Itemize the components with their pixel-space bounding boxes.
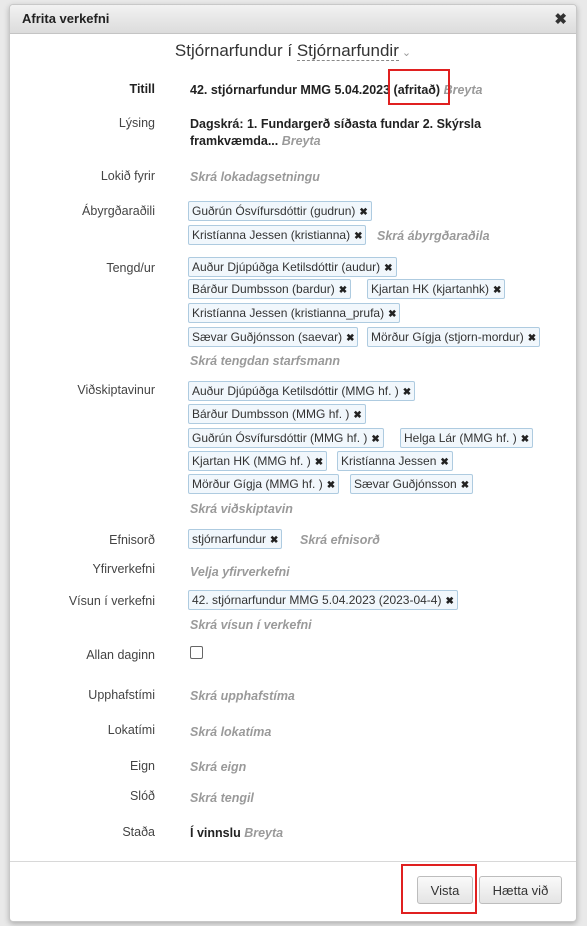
remove-tag-icon[interactable]: ✖ [384,263,393,274]
remove-tag-icon[interactable]: ✖ [326,480,336,491]
tag-related: Sævar Guðjónsson (saevar) ✖ [188,327,358,347]
field-label-slod: Slóð [129,789,155,803]
field-label-abyrgdaradili: Ábyrgðaraðili [82,204,155,218]
copy-task-dialog [9,4,577,922]
title-text: 42. stjórnarfundur MMG 5.04.2023 [190,83,391,97]
description-line2: framkvæmda... [190,134,279,148]
field-label-eign: Eign [129,759,155,773]
keyword-placeholder[interactable]: Skrá efnisorð [300,533,380,547]
remove-tag-icon[interactable]: ✖ [493,285,502,296]
dialog-heading [10,41,576,61]
edit-status-link[interactable]: Breyta [244,826,284,840]
field-label-stada: Staða [122,825,155,839]
tag-related: Auður Djúpúðga Ketilsdóttir (audur) ✖ [188,257,397,277]
tag-responsible: Guðrún Ósvífursdóttir (gudrun) ✖ [188,201,372,221]
end-time-placeholder[interactable]: Skrá lokatíma [190,725,272,739]
tag-customer: Guðrún Ósvífursdóttir (MMG hf. ) ✖ [188,428,384,448]
status-value [190,826,283,840]
remove-tag-icon[interactable]: ✖ [359,207,368,218]
task-reference-placeholder[interactable]: Skrá vísun í verkefni [190,618,312,632]
remove-tag-icon[interactable]: ✖ [527,333,537,344]
remove-tag-icon[interactable]: ✖ [338,285,348,296]
field-label-allan-daginn: Allan daginn [86,648,155,662]
tag-customer: Helga Lár (MMG hf. ) ✖ [400,428,533,448]
edit-title-link[interactable]: Breyta [443,83,483,97]
field-label-upphafstimi: Upphafstími [88,688,155,702]
tag-customer: Kjartan HK (MMG hf. ) ✖ [188,451,327,471]
tag-responsible: Kristíanna Jessen (kristianna) ✖ [188,225,366,245]
remove-tag-icon[interactable]: ✖ [354,231,363,242]
cancel-button[interactable]: Hætta við [479,876,562,904]
description-line2-wrap [190,134,321,148]
remove-tag-icon[interactable]: ✖ [346,333,355,344]
project-selector[interactable]: Stjórnarfundir [296,41,399,60]
tag-related: Kristíanna Jessen (kristianna_prufa) ✖ [188,303,400,323]
all-day-checkbox[interactable] [190,646,203,659]
remove-tag-icon[interactable]: ✖ [445,596,454,607]
remove-tag-icon[interactable]: ✖ [353,410,362,421]
tag-related: Kjartan HK (kjartanhk) ✖ [367,279,505,299]
field-label-vidskiptavinur: Viðskiptavinur [77,383,155,397]
tag-task-reference: 42. stjórnarfundur MMG 5.04.2023 (2023-04-4) ✖ [188,590,458,610]
tag-related: Mörður Gígja (stjorn-mordur) ✖ [367,327,540,347]
field-label-efnisord: Efnisorð [109,533,155,547]
remove-tag-icon[interactable]: ✖ [440,457,449,468]
tag-customer: Sævar Guðjónsson ✖ [350,474,473,494]
parent-task-placeholder[interactable]: Velja yfirverkefni [190,565,290,579]
tag-customer: Bárður Dumbsson (MMG hf. ) ✖ [188,404,366,424]
footer-divider [10,861,576,862]
dialog-title: Afrita verkefni [22,11,110,26]
dialog-titlebar [10,5,576,34]
responsible-placeholder[interactable]: Skrá ábyrgðaraðila [377,229,490,243]
remove-tag-icon[interactable]: ✖ [402,387,412,398]
start-time-placeholder[interactable]: Skrá upphafstíma [190,689,295,703]
save-button[interactable]: Vista [417,876,473,904]
field-label-tengdur: Tengd/ur [106,261,155,275]
remove-tag-icon[interactable]: ✖ [270,535,279,546]
remove-tag-icon[interactable]: ✖ [520,434,530,445]
close-icon[interactable]: ✖ [554,11,567,28]
title-suffix: (afritað) [393,83,441,97]
remove-tag-icon[interactable]: ✖ [371,434,380,445]
customer-placeholder[interactable]: Skrá viðskiptavin [190,502,293,516]
heading-prefix: Stjórnarfundur í [174,41,297,60]
link-placeholder[interactable]: Skrá tengil [190,791,254,805]
field-label-visun: Vísun í verkefni [68,594,155,608]
description-line1: Dagskrá: 1. Fundargerð síðasta fundar 2. Skýrsla [190,117,482,131]
tag-customer: Kristíanna Jessen ✖ [337,451,453,471]
field-label-lokid-fyrir: Lokið fyrir [100,169,155,183]
tag-customer: Mörður Gígja (MMG hf. ) ✖ [188,474,339,494]
tag-customer: Auður Djúpúðga Ketilsdóttir (MMG hf. ) ✖ [188,381,415,401]
remove-tag-icon[interactable]: ✖ [388,309,397,320]
field-label-yfirverkefni: Yfirverkefni [92,562,155,576]
related-placeholder[interactable]: Skrá tengdan starfsmann [190,354,341,368]
title-value [190,83,482,97]
field-label-lysing: Lýsing [118,116,155,130]
due-date-placeholder[interactable]: Skrá lokadagsetningu [190,170,320,184]
remove-tag-icon[interactable]: ✖ [460,480,470,491]
edit-description-link[interactable]: Breyta [281,134,321,148]
status-text: Í vinnslu [190,826,241,840]
field-label-lokatimi: Lokatími [107,723,155,737]
field-label-titill: Titill [129,82,155,96]
chevron-down-icon[interactable]: ⌄ [401,47,412,59]
asset-placeholder[interactable]: Skrá eign [190,760,247,774]
tag-related: Bárður Dumbsson (bardur) ✖ [188,279,351,299]
remove-tag-icon[interactable]: ✖ [314,457,324,468]
tag-keyword: stjórnarfundur ✖ [188,529,282,549]
